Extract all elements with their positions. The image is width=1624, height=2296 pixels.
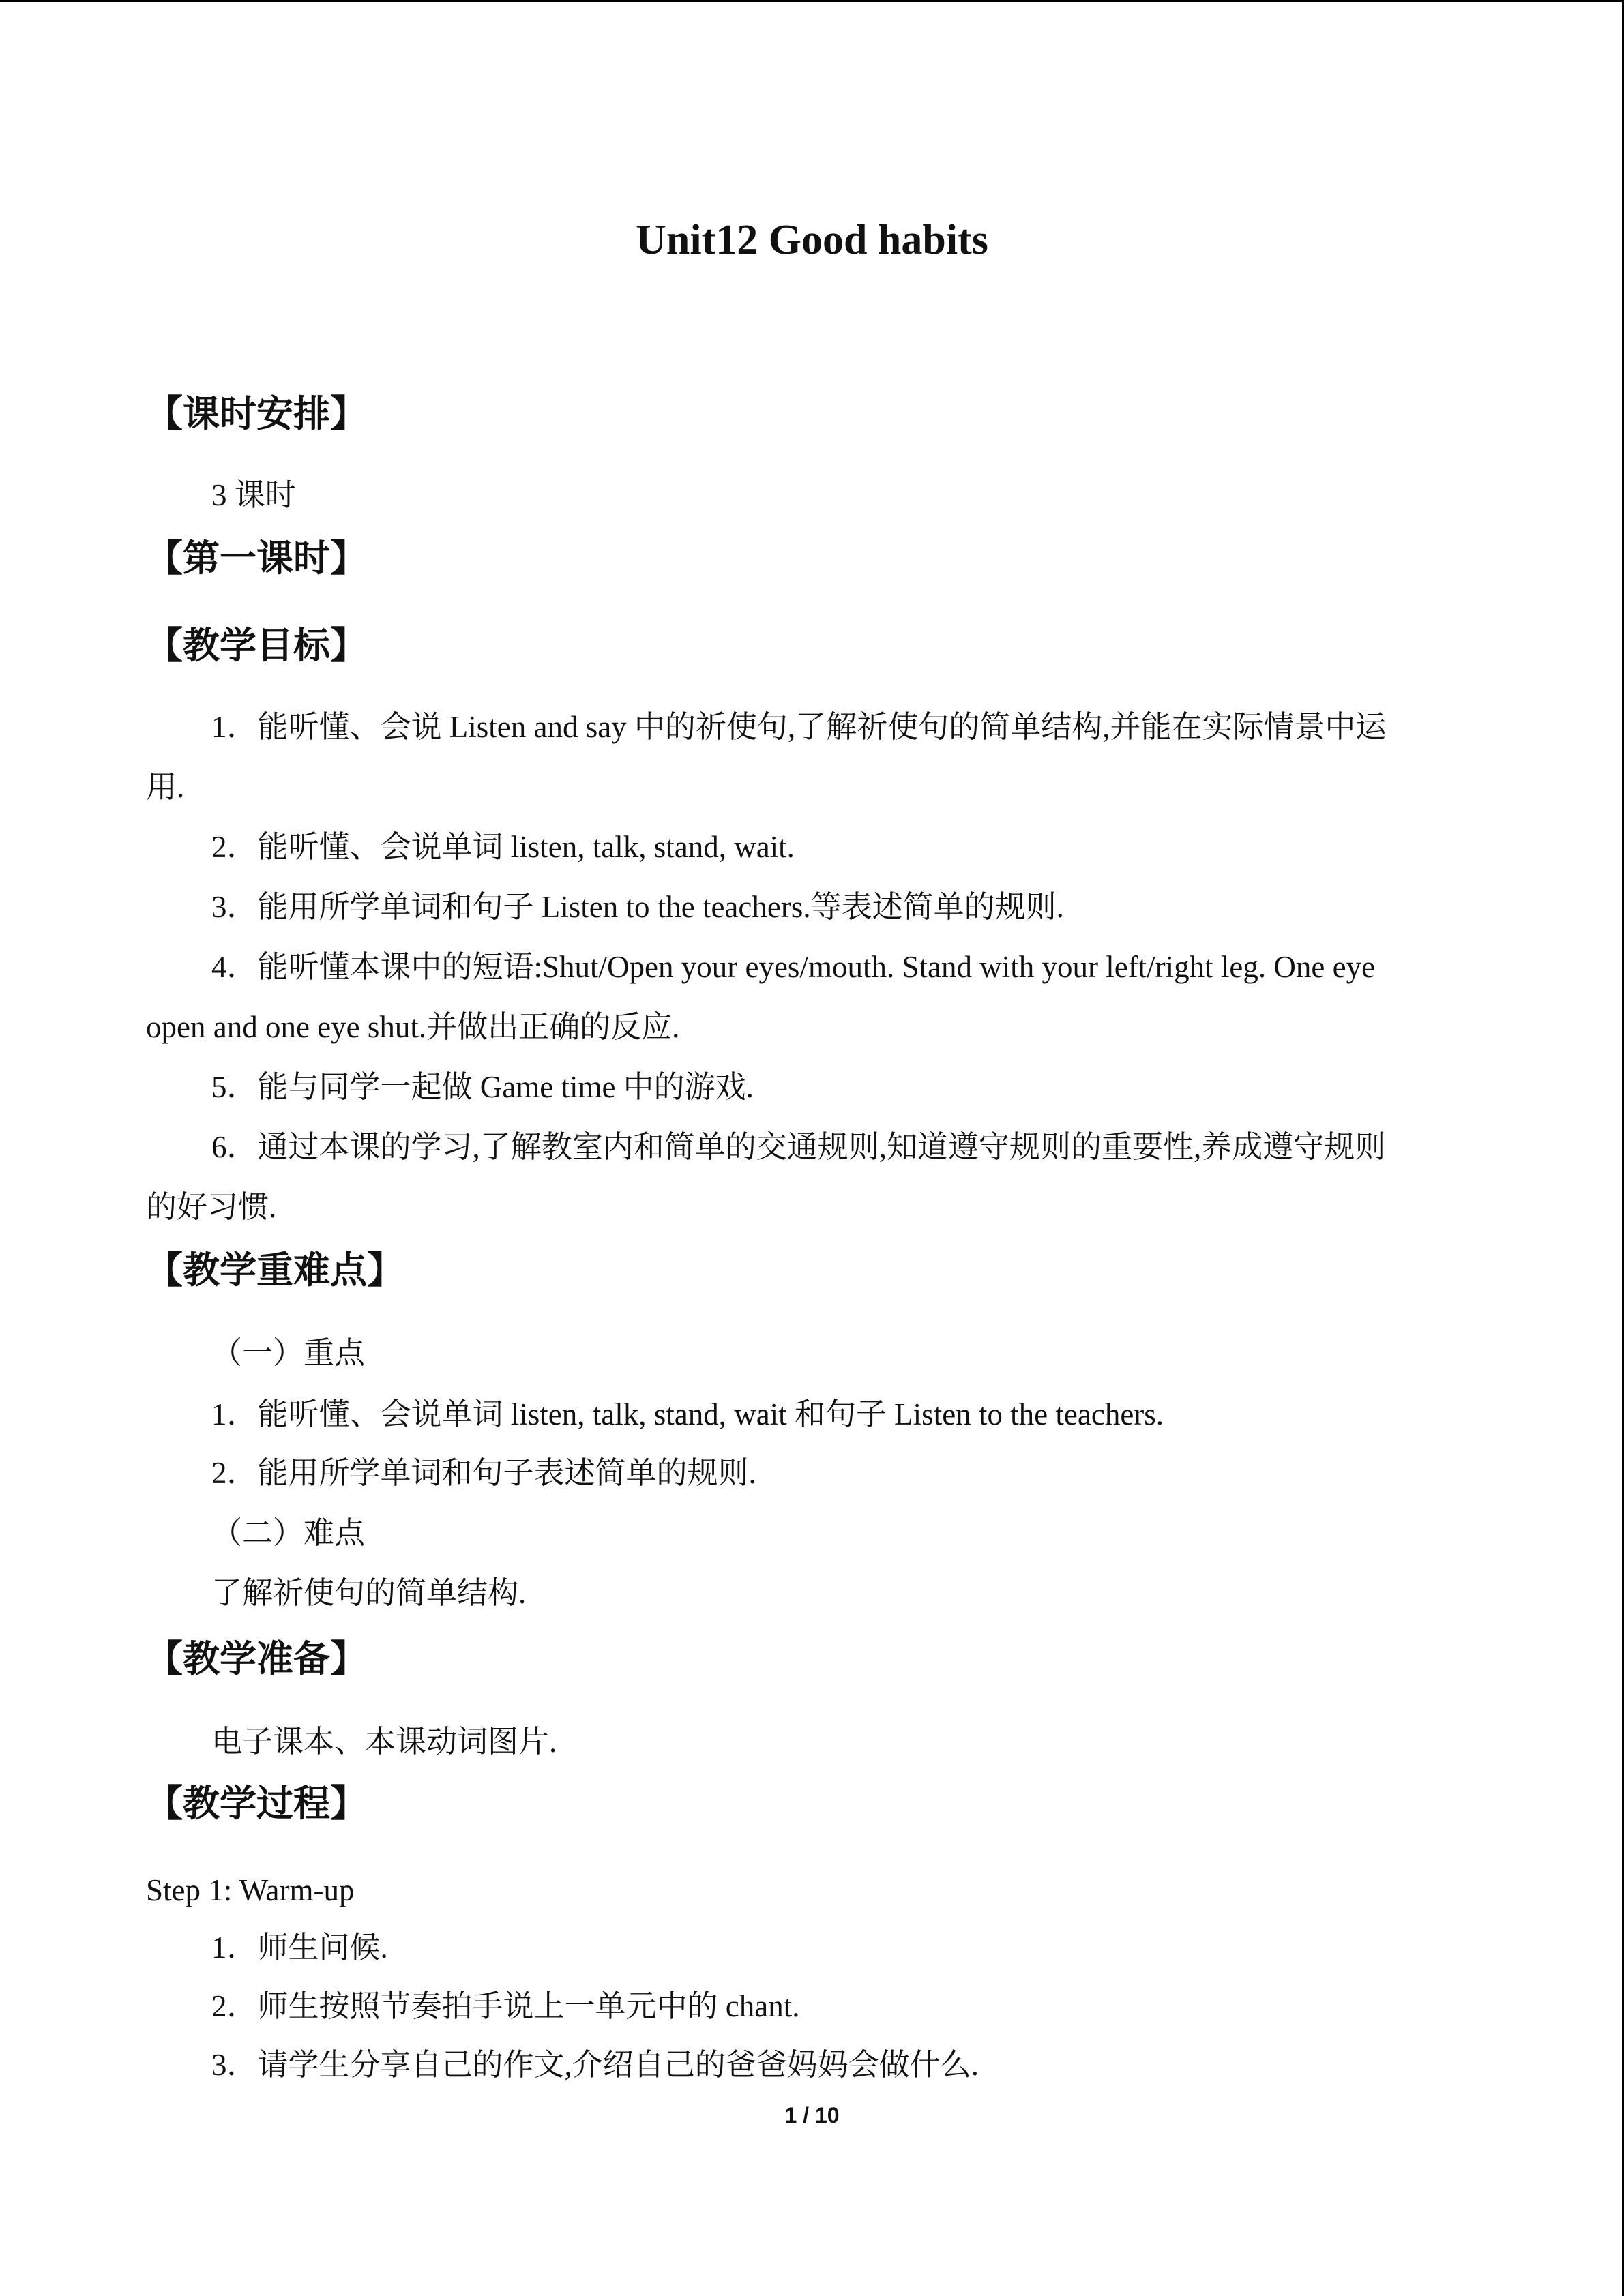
goal-3: 3．能用所学单词和句子 Listen to the teachers.等表述简单的规则. [211,890,1064,924]
heading-lesson-1: 【第一课时】 [146,537,367,580]
key-point-2: 2．能用所学单词和句子表述简单的规则. [211,1456,756,1490]
page-number: 1 / 10 [784,2103,840,2128]
difficulty-1: 了解祈使句的简单结构. [211,1576,527,1610]
document-title: Unit12 Good habits [636,217,988,263]
goal-1-line-2: 用. [146,770,185,804]
heading-process: 【教学过程】 [146,1782,367,1825]
heading-schedule: 【课时安排】 [146,392,367,435]
goal-6-line-1: 6．通过本课的学习,了解教室内和简单的交通规则,知道遵守规则的重要性,养成遵守规则 [211,1130,1386,1164]
goal-1-line-1: 1．能听懂、会说 Listen and say 中的祈使句,了解祈使句的简单结构,并能在实际情景中运 [211,710,1387,744]
step-1-title: Step 1: Warm-up [146,1873,355,1907]
goal-5: 5．能与同学一起做 Game time 中的游戏. [211,1070,754,1104]
step-1-item-1: 1．师生问候. [211,1930,388,1965]
key-points-label: （一）重点 [211,1336,366,1370]
step-1-item-2: 2．师生按照节奏拍手说上一单元中的 chant. [211,1989,800,2023]
step-1-item-3: 3．请学生分享自己的作文,介绍自己的爸爸妈妈会做什么. [211,2048,979,2082]
heading-preparation: 【教学准备】 [146,1637,367,1680]
page-border-top [0,0,1624,2]
key-point-1: 1．能听懂、会说单词 listen, talk, stand, wait 和句子 Listen to the teachers. [211,1397,1164,1431]
goal-4-line-1: 4．能听懂本课中的短语:Shut/Open your eyes/mouth. Stand with your left/right leg. One eye [211,950,1376,984]
preparation-text: 电子课本、本课动词图片. [211,1725,557,1759]
goal-4-line-2: open and one eye shut.并做出正确的反应. [146,1010,680,1044]
heading-key-points: 【教学重难点】 [146,1249,404,1292]
heading-goals: 【教学目标】 [146,624,367,667]
goal-2: 2．能听懂、会说单词 listen, talk, stand, wait. [211,830,795,864]
goal-6-line-2: 的好习惯. [146,1190,277,1224]
schedule-text: 3 课时 [211,478,296,512]
difficulty-label: （二）难点 [211,1516,366,1550]
